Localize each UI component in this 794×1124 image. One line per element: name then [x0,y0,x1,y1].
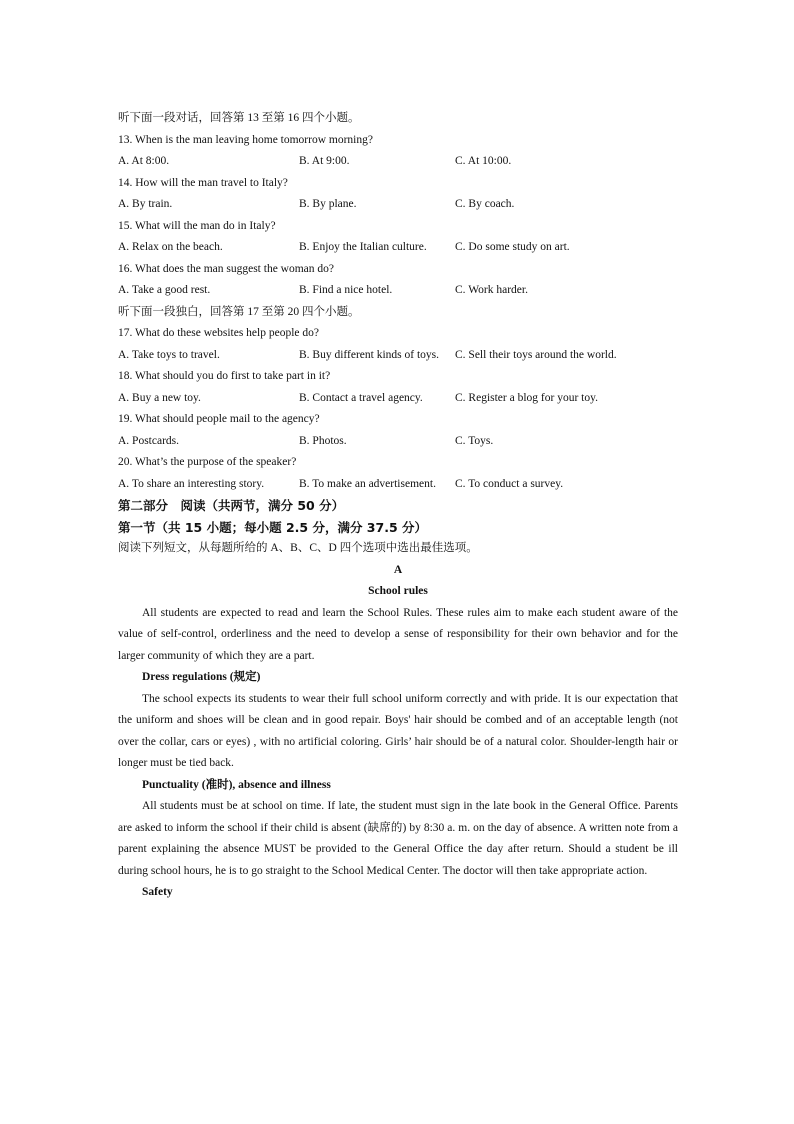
question-text: 17. What do these websites help people do? [118,327,319,339]
question-17 [118,323,678,366]
question-16 [118,259,678,302]
option-a: A. Take a good rest. [118,284,211,296]
question-text: 19. What should people mail to the agency? [118,413,320,425]
option-c: C. Register a blog for your toy. [455,391,598,404]
punctuality-paragraph: All students must be at school on time. If late, the student must sign in the late book in the General Office. Parents are asked to inform the school if their child is absent (缺席的) by 8:30 a. m. on the day of absence. A written note from a parent explaining the absence MUST be provided to the General Office the day after return. Should a student be ill during school hours, he is to go straight to the School Medical Center. The doctor will then take appropriate action. [118,800,678,877]
listening-intro-17-20: 听下面一段独白，回答第 17 至第 20 四个小题。 [118,305,360,318]
option-a: A. At 8:00. [118,155,170,167]
safety-heading: Safety [142,886,173,898]
option-c: C. At 10:00. [455,155,512,167]
dress-regulations-heading: Dress regulations (规定) [142,671,261,683]
option-b: B. Enjoy the Italian culture. [299,241,427,253]
option-a: A. Take toys to travel. [118,348,220,361]
question-20 [118,452,678,495]
options-row [118,280,678,302]
option-c: C. By coach. [455,198,515,210]
question-text: 20. What’s the purpose of the speaker? [118,456,297,468]
options-row [118,237,678,259]
option-b: B. Buy different kinds of toys. [299,348,440,361]
question-text: 13. When is the man leaving home tomorrow morning? [118,133,373,146]
option-a: A. Buy a new toy. [118,391,201,404]
reading-instruction: 阅读下列短文，从每题所给的 A、B、C、D 四个选项中选出最佳选项。 [118,542,478,554]
option-b: B. Contact a travel agency. [299,391,423,404]
question-text: 15. What will the man do in Italy? [118,219,276,232]
option-b: B. Photos. [299,434,347,447]
question-text: 18. What should you do first to take part in it? [118,370,331,382]
option-c: C. Do some study on art. [455,241,570,253]
question-18 [118,366,678,409]
option-a: A. By train. [118,198,173,210]
question-text: 14. How will the man travel to Italy? [118,176,288,189]
passage-letter: A [393,563,403,576]
option-c: C. Toys. [455,434,494,447]
option-b: B. To make an advertisement. [299,477,436,490]
option-c: C. Work harder. [455,284,528,296]
passage-title: School rules [368,585,428,597]
section-one-title: 第一节（共 15 小题；每小题 2.5 分，满分 37.5 分） [118,519,427,535]
exam-page [118,108,678,904]
question-13 [118,130,678,173]
option-c: C. To conduct a survey. [455,477,564,490]
option-a: A. Postcards. [118,434,180,447]
punctuality-heading: Punctuality (准时), absence and illness [142,778,331,791]
question-text: 16. What does the man suggest the woman do? [118,262,335,275]
options-row [118,474,678,496]
option-a: A. To share an interesting story. [118,477,265,490]
question-15 [118,216,678,259]
option-a: A. Relax on the beach. [118,241,223,253]
question-19 [118,409,678,452]
options-row [118,151,678,173]
option-b: B. By plane. [299,198,357,210]
options-row [118,194,678,216]
option-b: B. At 9:00. [299,155,350,167]
dress-regulations-paragraph: The school expects its students to wear their full school uniform correctly and with pride. It is our expectation that the uniform and shoes will be clean and in good repair. Boys' hair should be combed and of an acceptable length (not over the collar, cars or eyes) , with no artificial coloring. Girls’ hair should be of a natural color. Shoulder-length hair or longer must be tied back. [118,692,678,769]
option-c: C. Sell their toys around the world. [455,348,617,361]
listening-intro-13-16: 听下面一段对话，回答第 13 至第 16 四个小题。 [118,112,360,124]
options-row [118,388,678,410]
options-row [118,345,678,367]
passage-intro-paragraph: All students are expected to read and learn the School Rules. These rules aim to make each student aware of the value of self-control, orderliness and the need to develop a sense of responsibility for their own behavior and for the larger community of which they are a part. [118,606,678,662]
options-row [118,431,678,453]
part-two-title: 第二部分 阅读（共两节，满分 50 分） [118,498,345,513]
question-14 [118,173,678,216]
option-b: B. Find a nice hotel. [299,284,393,296]
